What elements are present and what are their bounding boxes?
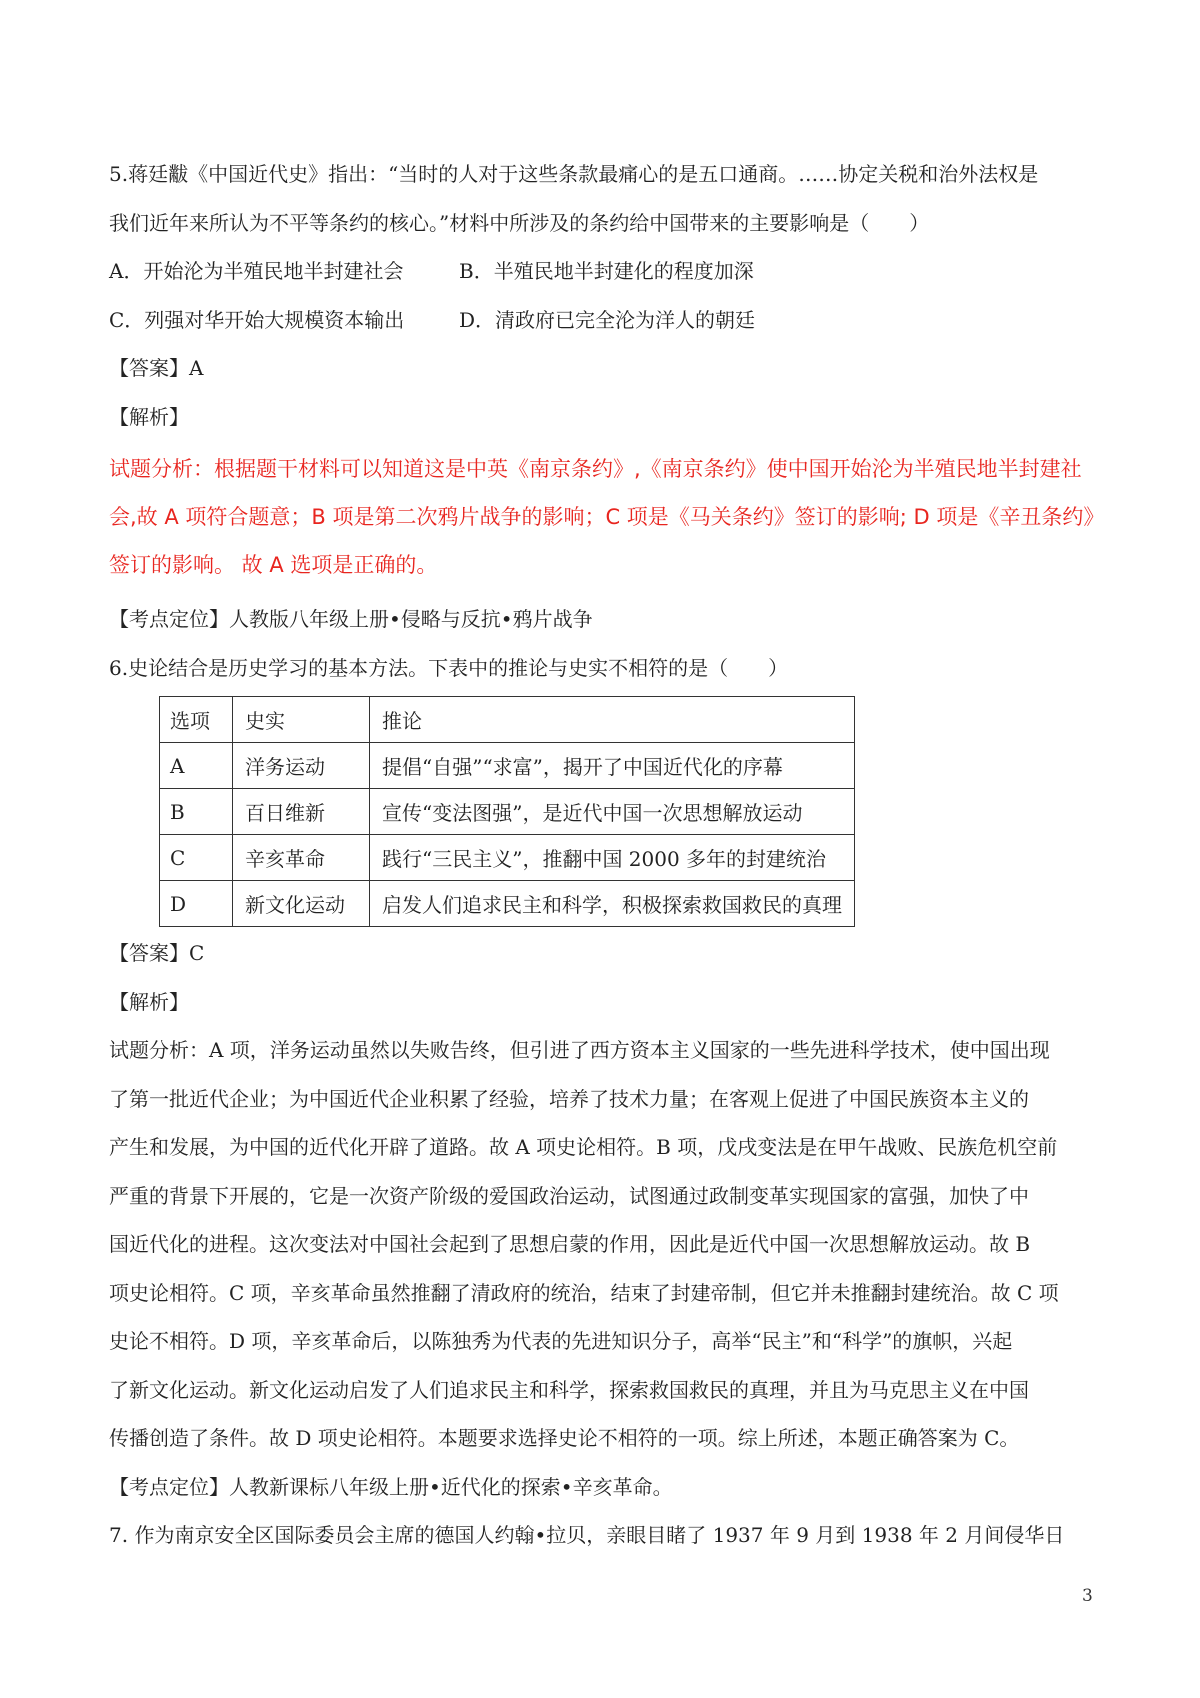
table-cell: 践行“三民主义”，推翻中国 2000 多年的封建统治 <box>370 835 855 881</box>
q5-analysis-label: 【解析】 <box>109 404 189 429</box>
q5-stem-line-1: 5.蒋廷黻《中国近代史》指出：“当时的人对于这些条款最痛心的是五口通商。……协定关税和治外法权是 <box>109 162 1039 186</box>
table-cell: 新文化运动 <box>233 881 370 927</box>
q6-analysis-line: 国近代化的进程。这次变法对中国社会起到了思想启蒙的作用，因此是近代中国一次思想解放运动。故 B <box>109 1232 1031 1256</box>
table-row <box>160 789 855 835</box>
q6-analysis-line: 了新文化运动。新文化运动启发了人们追求民主和科学，探索救国救民的真理，并且为马克思主义在中国 <box>109 1377 1029 1402</box>
table-cell: C <box>160 835 233 881</box>
q5-analysis-line-3: 签订的影响。 故 A 选项是正确的。 <box>109 553 438 577</box>
table-row <box>160 743 855 789</box>
q6-analysis-line: 项史论相符。C 项，辛亥革命虽然推翻了清政府的统治，结束了封建帝制，但它并未推翻封建统治。故 C 项 <box>109 1280 1059 1305</box>
q5-analysis-text <box>109 445 1109 589</box>
q5-stem-line-2: 我们近年来所认为不平等条约的核心。”材料中所涉及的条约给中国带来的主要影响是（ ） <box>109 210 930 235</box>
q6-analysis-text <box>109 1026 1109 1463</box>
document-page <box>109 150 1109 1560</box>
table-row <box>160 881 855 927</box>
question-7 <box>109 1511 1109 1560</box>
q6-analysis-line: 史论不相符。D 项，辛亥革命后，以陈独秀为代表的先进知识分子，高举“民主”和“科学”的旗帜，兴起 <box>109 1329 1013 1353</box>
table-cell: 启发人们追求民主和科学，积极探索救国救民的真理 <box>370 881 855 927</box>
q5-answer: 【答案】A <box>109 356 204 380</box>
table-header-cell: 推论 <box>370 697 855 743</box>
q6-analysis-line: 产生和发展，为中国的近代化开辟了道路。故 A 项史论相符。B 项，戊戌变法是在甲午战败、民族危机空前 <box>109 1135 1058 1159</box>
page-number: 3 <box>1082 1586 1093 1606</box>
table-cell: 提倡“自强”“求富”，揭开了中国近代化的序幕 <box>370 743 855 789</box>
table-row <box>160 835 855 881</box>
question-5 <box>109 150 1109 644</box>
table-header-cell: 史实 <box>233 697 370 743</box>
table-header-cell: 选项 <box>160 697 233 743</box>
q5-option-b: B．半殖民地半封建化的程度加深 <box>459 259 754 283</box>
q5-option-c: C．列强对华开始大规模资本输出 <box>109 307 405 332</box>
question-6 <box>109 644 1109 1512</box>
q6-stem: 6.史论结合是历史学习的基本方法。下表中的推论与史实不相符的是（ ） <box>109 655 789 680</box>
q5-knowledge-point: 【考点定位】人教版八年级上册•侵略与反抗•鸦片战争 <box>109 607 593 631</box>
q5-analysis-line-1: 试题分析：根据题干材料可以知道这是中英《南京条约》,《南京条约》使中国开始沦为半殖民地半封建社 <box>109 457 1082 481</box>
q6-knowledge-point: 【考点定位】人教新课标八年级上册•近代化的探索•辛亥革命。 <box>109 1474 673 1499</box>
q6-analysis-line: 严重的背景下开展的，它是一次资产阶级的爱国政治运动，试图通过政制变革实现国家的富强，加快了中 <box>109 1183 1029 1208</box>
q5-options-row-2 <box>109 296 1109 345</box>
q6-analysis-label: 【解析】 <box>109 989 189 1014</box>
table-header-row <box>160 697 855 743</box>
q6-analysis-line: 试题分析：A 项，洋务运动虽然以失败告终，但引进了西方资本主义国家的一些先进科学技术，使中国出现 <box>109 1038 1050 1062</box>
q5-options-row-1 <box>109 247 1109 296</box>
table-cell: 宣传“变法图强”，是近代中国一次思想解放运动 <box>370 789 855 835</box>
table-cell: 辛亥革命 <box>233 835 370 881</box>
q6-analysis-line: 传播创造了条件。故 D 项史论相符。本题要求选择史论不相符的一项。综上所述，本题正确答案为 C。 <box>109 1426 1020 1450</box>
table-cell: B <box>160 789 233 835</box>
table-cell: 洋务运动 <box>233 743 370 789</box>
table-cell: 百日维新 <box>233 789 370 835</box>
q6-answer: 【答案】C <box>109 941 205 965</box>
q5-option-d: D．清政府已完全沦为洋人的朝廷 <box>459 307 756 332</box>
table-cell: D <box>160 881 233 927</box>
q5-analysis-line-2: 会,故 A 项符合题意；B 项是第二次鸦片战争的影响；C 项是《马关条约》签订的影响; D 项是《辛丑条约》 <box>109 505 1105 529</box>
q5-option-a: A．开始沦为半殖民地半封建社会 <box>109 259 404 283</box>
q6-analysis-line: 了第一批近代企业；为中国近代企业积累了经验，培养了技术力量；在客观上促进了中国民族资本主义的 <box>109 1086 1029 1111</box>
q6-table <box>159 696 855 927</box>
q7-stem-line-1: 7. 作为南京安全区国际委员会主席的德国人约翰•拉贝，亲眼目睹了 1937 年 9 月到 1938 年 2 月间侵华日 <box>109 1523 1065 1547</box>
table-cell: A <box>160 743 233 789</box>
